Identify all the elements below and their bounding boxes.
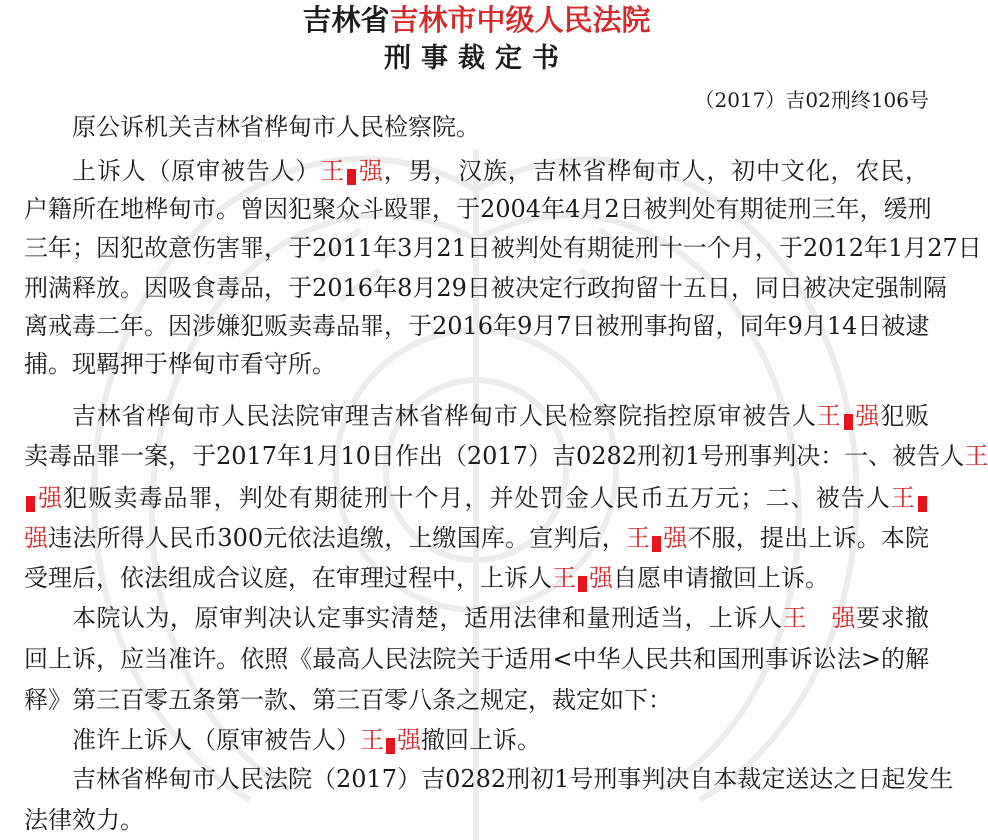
- text-segment: 吉林省桦甸市人民法院审理吉林省桦甸市人民检察院指控原审被告人: [72, 402, 817, 430]
- title-court-name: 吉林市中级人民法院: [389, 3, 651, 37]
- defendant-name: 王: [552, 564, 576, 592]
- text-segment: 犯贩卖毒品罪，判处有期徒刑十个月，并处罚金人民币五万元；二、被告人: [63, 484, 891, 512]
- defendant-name: 王: [782, 604, 832, 632]
- text-line: [24, 348, 336, 380]
- text-segment: 上诉人（原审被告人）: [72, 157, 321, 185]
- text-line: [24, 310, 929, 342]
- text-segment: 户籍所在地桦甸市。曾因犯聚众斗殴罪，于2004年4月2日被判处有期徒刑三年，缓刑: [24, 195, 932, 223]
- defendant-name: 王: [320, 157, 346, 185]
- redaction-mark: [844, 414, 853, 430]
- text-line: [24, 482, 929, 514]
- case-number: （2017）吉02刑终106号: [694, 88, 929, 112]
- defendant-name: 强: [37, 484, 64, 512]
- court-title: [0, 2, 953, 38]
- defendant-name: 强: [663, 524, 688, 552]
- text-line: [72, 602, 929, 634]
- text-segment: 犯贩: [880, 402, 930, 430]
- text-line: [24, 440, 988, 472]
- text-line: [24, 562, 829, 594]
- defendant-name: 王: [964, 442, 988, 470]
- defendant-name: 强: [358, 157, 384, 185]
- defendant-name: 王: [816, 402, 842, 430]
- defendant-name: 强: [831, 604, 856, 632]
- defendant-name: 强: [397, 726, 421, 754]
- text-segment: 本院认为，原审判决认定事实清楚，适用法律和量刑适当，上诉人: [72, 604, 783, 632]
- redaction-mark: [347, 169, 356, 185]
- text-line: [24, 643, 929, 675]
- text-line: [24, 522, 929, 554]
- text-line: [72, 724, 541, 756]
- text-line: [24, 804, 144, 836]
- text-segment: ，男，汉族，吉林省桦甸市人，初中文化，农民，: [383, 157, 930, 185]
- text-segment: 违法所得人民币300元依法追缴，上缴国库。宣判后，: [48, 524, 626, 552]
- redaction-mark: [652, 536, 661, 552]
- text-segment: 受理后，依法组成合议庭，在审理过程中，上诉人: [24, 564, 552, 592]
- text-segment: 卖毒品罪一案，于2017年1月10日作出（2017）吉0282刑初1号刑事判决：一、被告人: [24, 442, 965, 470]
- text-segment: 吉林省桦甸市人民法院（2017）吉0282刑初1号刑事判决自本裁定送达之日起发生: [72, 765, 954, 793]
- text-segment: 自愿申请撤回上诉。: [613, 564, 829, 592]
- defendant-name: 王: [625, 524, 651, 552]
- text-segment: 准许上诉人（原审被告人）: [72, 726, 360, 754]
- text-line: [24, 193, 932, 225]
- text-line: [24, 272, 947, 304]
- defendant-name: 强: [589, 564, 613, 592]
- defendant-name: 强: [854, 402, 881, 430]
- text-line: [24, 232, 982, 264]
- document-type: 刑事裁定书: [384, 43, 569, 74]
- text-line: [72, 155, 929, 187]
- redaction-mark: [918, 496, 927, 512]
- defendant-name: 强: [24, 524, 49, 552]
- text-line: [72, 400, 929, 432]
- redaction-mark: [26, 496, 35, 512]
- text-segment: 捕。现羁押于桦甸市看守所。: [24, 350, 336, 378]
- defendant-name: 王: [890, 484, 917, 512]
- text-segment: 撤回上诉。: [421, 726, 541, 754]
- title-province: 吉林省: [302, 3, 390, 37]
- text-segment: 要求撤: [856, 604, 929, 632]
- text-segment: 离戒毒二年。因涉嫌犯贩卖毒品罪，于2016年9月7日被刑事拘留，同年9月14日被逮: [24, 312, 930, 340]
- redaction-mark: [386, 738, 395, 754]
- text-segment: 原公诉机关吉林省桦甸市人民检察院。: [72, 113, 480, 141]
- text-segment: 回上诉，应当准许。依照《最高人民法院关于适用<中华人民共和国刑事诉讼法>的解: [24, 645, 929, 673]
- text-line: [72, 763, 954, 795]
- text-line: [72, 111, 480, 143]
- text-segment: 法律效力。: [24, 806, 144, 834]
- text-segment: 释》第三百零五条第一款、第三百零八条之规定，裁定如下：: [24, 686, 672, 714]
- redaction-mark: [578, 576, 587, 592]
- defendant-name: 王: [360, 726, 384, 754]
- text-segment: 不服，提出上诉。本院: [687, 524, 929, 552]
- text-segment: 刑满释放。因吸食毒品，于2016年8月29日被决定行政拘留十五日，同日被决定强制隔: [24, 274, 947, 302]
- text-segment: 三年；因犯故意伤害罪，于2011年3月21日被判处有期徒刑十一个月，于2012年1月27日: [24, 234, 982, 262]
- text-line: [24, 684, 672, 716]
